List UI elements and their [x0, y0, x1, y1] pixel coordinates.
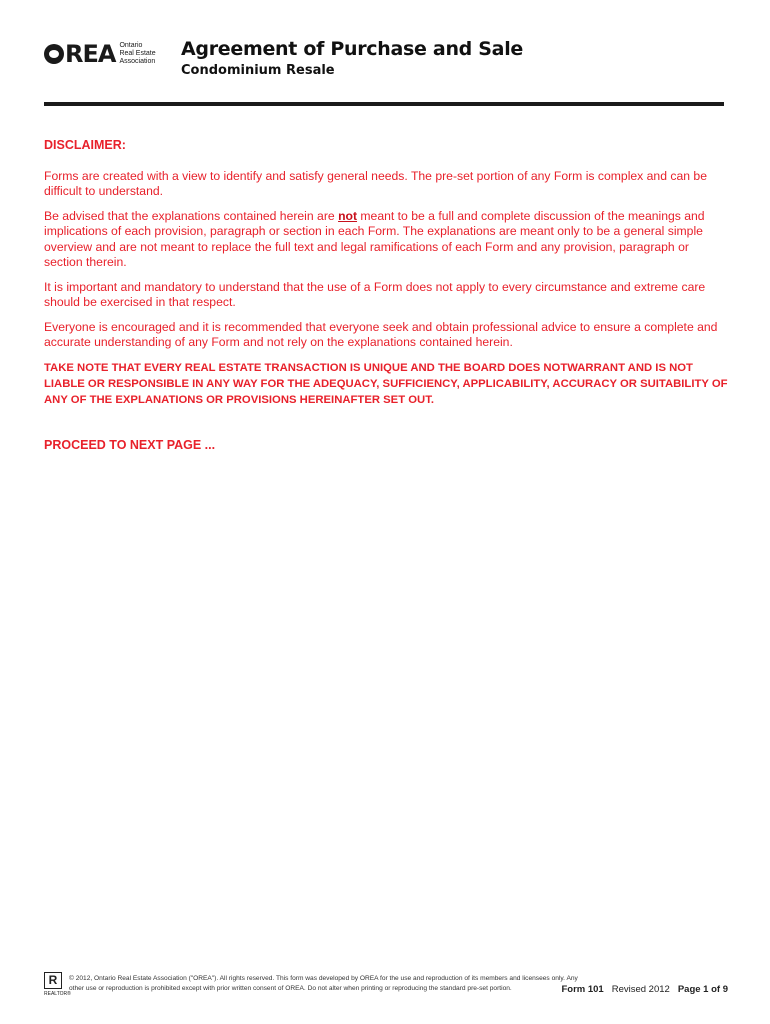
page-footer: [44, 972, 728, 1000]
disclaimer-paragraph-4: Everyone is encouraged and it is recommended that everyone seek and obtain professional advice to ensure a complete and accurate understanding of any Form and not rely on the explanations contained herein.: [44, 319, 718, 349]
realtor-logo-icon: R: [44, 972, 62, 989]
proceed-next-page: PROCEED TO NEXT PAGE ...: [44, 437, 216, 452]
realtor-logo-text: REALTOR®: [44, 991, 71, 997]
disclaimer-heading: DISCLAIMER:: [44, 138, 126, 152]
document-title: Agreement of Purchase and Sale: [181, 38, 523, 60]
disclaimer-paragraph-1: Forms are created with a view to identify and satisfy general needs. The pre-set portion of any Form is complex and can be difficult to understand.: [44, 168, 707, 198]
document-subtitle: Condominium Resale: [181, 63, 335, 78]
take-note-notice: TAKE NOTE THAT EVERY REAL ESTATE TRANSACTION IS UNIQUE AND THE BOARD DOES NOTWARRANT AND IS NOT LIABLE OR RESPONSIBLE IN ANY WAY FOR THE ADEQUACY, SUFFICIENCY, APPLICABILITY, ACCURACY OR SUITABILITY OF ANY OF THE EXPLANATIONS OR PROVISIONS HEREINAFTER SET OUT.: [44, 361, 728, 406]
form-info: [561, 984, 728, 995]
revised-date: Revised 2012: [611, 984, 670, 995]
disclaimer-paragraph-2: Be advised that the explanations contained herein are not meant to be a full and complete discussion of the meanings and implications of each provision, paragraph or section in each Form. The explanations are meant only to be a general simple overview and are not meant to replace the full text and legal ramifications of each Form and any provision, paragraph or section therein.: [44, 208, 705, 269]
copyright-notice: © 2012, Ontario Real Estate Association ("OREA"). All rights reserved. This form was developed by OREA for the use and reproduction of its members and licensees only. Any other use or reproduction is prohibited except with prior written consent of OREA. Do not alter when printing or reproducing the standard pre-set portion.: [69, 975, 578, 992]
disclaimer-paragraph-3: It is important and mandatory to understand that the use of a Form does not apply to every circumstance and extreme care should be exercised in that respect.: [44, 279, 706, 309]
form-number: Form 101: [561, 984, 604, 995]
disclaimer-section: [44, 138, 728, 466]
orea-logo-mark: REA: [44, 42, 115, 66]
page-number: Page 1 of 9: [677, 984, 728, 995]
orea-logo-subtext: Ontario Real Estate Association: [119, 42, 156, 65]
header-divider: [44, 102, 724, 106]
emphasis-not: not: [338, 208, 358, 223]
orea-logo-o-icon: [44, 44, 64, 64]
orea-logo: [44, 42, 156, 66]
